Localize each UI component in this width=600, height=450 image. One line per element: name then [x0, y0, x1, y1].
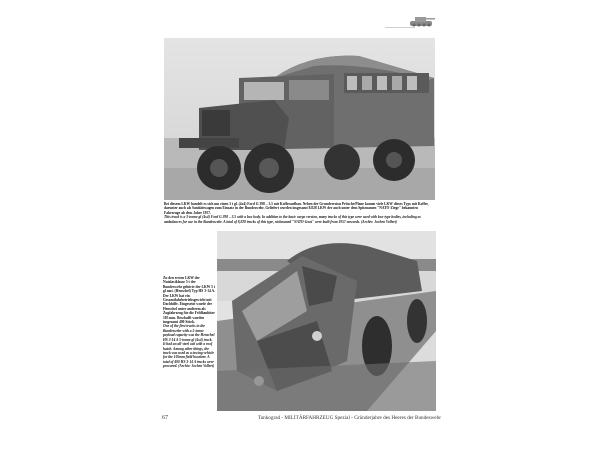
caption-german: Zu den ersten LKW der Nutzlastklasse 5 t der Bundeswehr gehörte der LKW 5 t gl mot. (Henschel) Typ HS 3-14 A. Der LKW hat ein Gesamtfahrbetriebsgewicht mit Dachhilfe. Eingesetzt wurde der Henschel unter anderem als Zugfahrzeug für die Feldhaubitze 105 mm. Beschafft wurden insgesamt 400 Stück. — [163, 276, 216, 325]
photo2-caption — [163, 276, 215, 369]
photo1-caption — [164, 202, 435, 224]
truck-in-ditch-photo — [217, 231, 436, 411]
caption-english: One of the first trucks in the Bundeswehr with a 5-tonne payload capacity was the Henschel HS 3-14 A 5-tonne gl (4x4) truck. It had an all-steel cab with a roof hatch. Among other things, the truck was used as a towing vehicle for the 105mm field howitzer. A total of 400 HS 3-14 A trucks were procured. (Archiv: Jochen Vollert) — [163, 324, 215, 369]
page-number: 67 — [162, 415, 168, 421]
truck-photo — [164, 38, 435, 200]
caption-german: Bei diesem LKW handelt es sich um einen 3 t gl. (4x4) Ford G 398 – 3.5 mit Kofferaufbau. Neben der Grundversion Pritsche/Plane kamen viele LKW dieses Typs mit Koffer, darunter auch als Sanitätswagen zum Einsatz in der Bundeswehr. Geliefert wurden insgesamt 8.828 LKW der auch unter dem Spitznamen "NATO-Ziege" bekannten Fahrzeuge ab dem Jahre 1957. — [164, 202, 429, 215]
tank-icon — [408, 14, 436, 28]
running-title: Tankograd - MILITÄRFAHRZEUG Spezial - Gründerjahre des Heeres der Bundeswehr — [258, 415, 441, 421]
caption-english: This truck is a 3-tonne gl (4x4) Ford G 398 – 3.5 with a box body. In addition to the basic cargo version, many trucks of this type were used with box-type bodies, including as ambulances for use in the Bundeswehr. A total of 8,828 trucks of this type, nicknamed "NATO-Goat" were built from 1957 onwards. (Archiv: Jochen Vollert) — [164, 215, 421, 224]
